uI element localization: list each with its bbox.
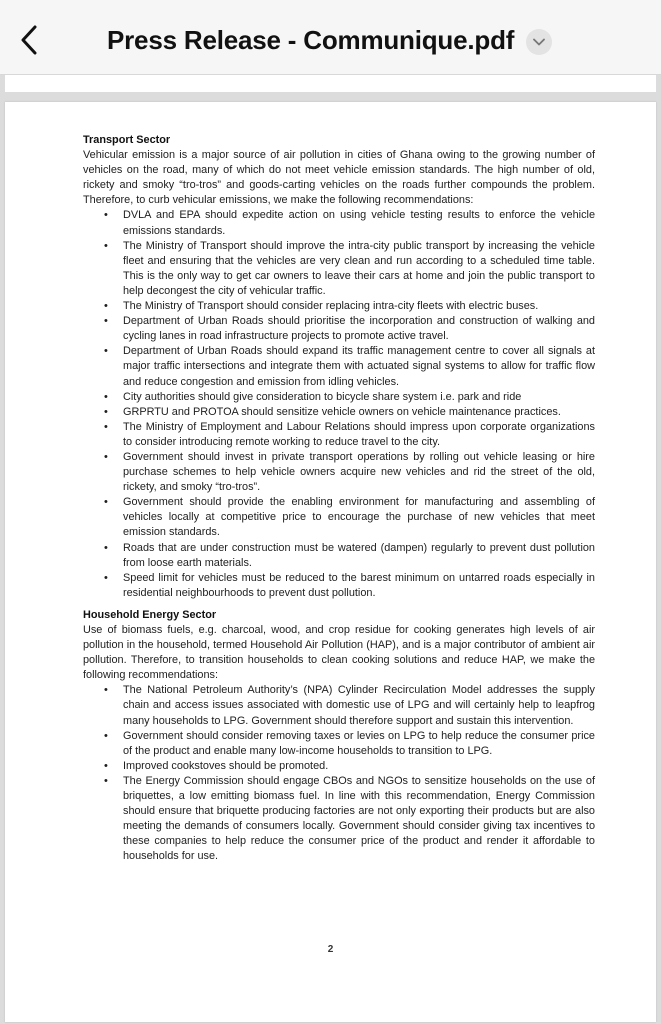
bullet-icon: • — [104, 496, 108, 509]
document-title[interactable]: Press Release - Communique.pdf — [107, 25, 515, 55]
page-number: 2 — [327, 944, 334, 955]
section-heading: Transport Sector — [83, 134, 171, 146]
bullet-icon: • — [104, 541, 108, 554]
previous-page-edge — [5, 75, 656, 92]
list-item: • City authorities should give consideration to bicycle share system i.e. park and ride — [83, 390, 595, 405]
list-item: • The Ministry of Transport should consider replacing intra-city fleets with electric buses. — [83, 299, 595, 314]
list-item: • The National Petroleum Authority’s (NPA) Cylinder Recirculation Model addresses the supply chain and access issues associated with domestic use of LPG and will certainly help to leapfrog many households to LPG. Government should therefore support and sustain this intervention. — [104, 684, 595, 727]
recommendations-list — [83, 683, 595, 864]
bullet-icon: • — [104, 774, 108, 787]
list-item: • Department of Urban Roads should expand its traffic management centre to cover all signals at major traffic intersections and integrate them with actuated signal systems to allow for traffic flow and reduce congestion and emission from idling vehicles. — [104, 345, 595, 388]
chevron-left-icon — [20, 25, 38, 55]
list-item: • The Energy Commission should engage CBOs and NGOs to sensitize households on the use of briquettes, a low emitting biomass fuel. In line with this recommendation, Energy Commission should ensure that briquette producing factories are not only exporting their products but are also meeting the demands of consumers locally. Government should consider giving tax incentives to these companies to help reduce the consumer price of the product and render it affordable to households for use. — [104, 774, 595, 863]
list-item: • Roads that are under construction must be watered (dampen) regularly to prevent dust pollution from loose earth materials. — [104, 541, 595, 569]
bullet-icon: • — [104, 405, 108, 418]
list-item: • Government should provide the enabling environment for manufacturing and assembling of vehicles locally at competitive price to encourage the purchase of new vehicles that meet emission standards. — [104, 496, 595, 539]
bullet-icon: • — [104, 759, 108, 772]
back-button[interactable] — [14, 22, 44, 58]
list-item: • Government should consider removing taxes or levies on LPG to help reduce the consumer price of the product and enable many low-income households to transition to LPG. — [104, 729, 595, 757]
bullet-icon: • — [104, 300, 108, 313]
bullet-icon: • — [104, 729, 108, 742]
pdf-viewer-scroll-area[interactable] — [0, 75, 661, 1024]
list-item: • Speed limit for vehicles must be reduced to the barest minimum on untarred roads especially in residential neighbourhoods to prevent dust pollution. — [104, 571, 595, 599]
bullet-icon: • — [104, 345, 108, 358]
list-item: • DVLA and EPA should expedite action on using vehicle testing results to enforce the vehicle emissions standards. — [104, 209, 595, 237]
list-item: • Improved cookstoves should be promoted. — [83, 759, 595, 774]
list-item: • GRPRTU and PROTOA should sensitize vehicle owners on vehicle maintenance practices. — [83, 405, 595, 420]
bullet-icon: • — [104, 390, 108, 403]
title-menu-button[interactable] — [526, 29, 552, 55]
list-item: • The Ministry of Employment and Labour Relations should impress upon corporate organizations to consider introducing remote working to reduce travel to the city. — [104, 420, 595, 448]
section-heading: Household Energy Sector — [83, 608, 217, 621]
section-intro: Vehicular emission is a major source of air pollution in cities of Ghana owing to the growing number of vehicles on the road, many of which do not meet vehicle emission standards. The high number of old, rickety and smoky “tro-tros” and goods-carting vehicles on the roads further compounds the problem. Therefore, to curb vehicular emissions, we make the following recommendations: — [83, 149, 595, 207]
section-spacer — [83, 601, 595, 608]
household-energy-sector-section — [83, 608, 595, 865]
navigation-bar — [0, 0, 661, 75]
bullet-icon: • — [104, 239, 108, 252]
list-item: • Department of Urban Roads should prioritise the incorporation and construction of walking and cycling lanes in road infrastructure projects to promote active travel. — [104, 315, 595, 343]
bullet-icon: • — [104, 420, 108, 433]
pdf-page — [5, 102, 656, 1022]
bullet-icon: • — [104, 315, 108, 328]
chevron-down-icon — [533, 38, 545, 46]
bullet-icon: • — [104, 684, 108, 697]
bullet-icon: • — [104, 450, 108, 463]
list-item: • Government should invest in private transport operations by rolling out vehicle leasing or hire purchase schemes to help vehicle owners acquire new vehicles and rid the street of the old, rickety, and smoky “tro-tros”. — [104, 450, 595, 494]
recommendations-list — [83, 208, 595, 600]
list-item: • The Ministry of Transport should improve the intra-city public transport by increasing the vehicle fleet and ensuring that the vehicles are very clean and run according to a scheduled time table. This is the only way to get car owners to leave their cars at home and join the public transport to help decongest the city of vehicular traffic. — [104, 239, 595, 297]
bullet-icon: • — [104, 571, 108, 584]
page-content — [83, 133, 595, 865]
transport-sector-section — [83, 133, 595, 601]
bullet-icon: • — [104, 209, 108, 222]
section-intro: Use of biomass fuels, e.g. charcoal, wood, and crop residue for cooking generates high levels of air pollution in the household, termed Household Air Pollution (HAP), and is a major contributor of ambient air pollution. Therefore, to transition households to clean cooking solutions and reduce HAP, we make the following recommendations: — [83, 624, 595, 682]
